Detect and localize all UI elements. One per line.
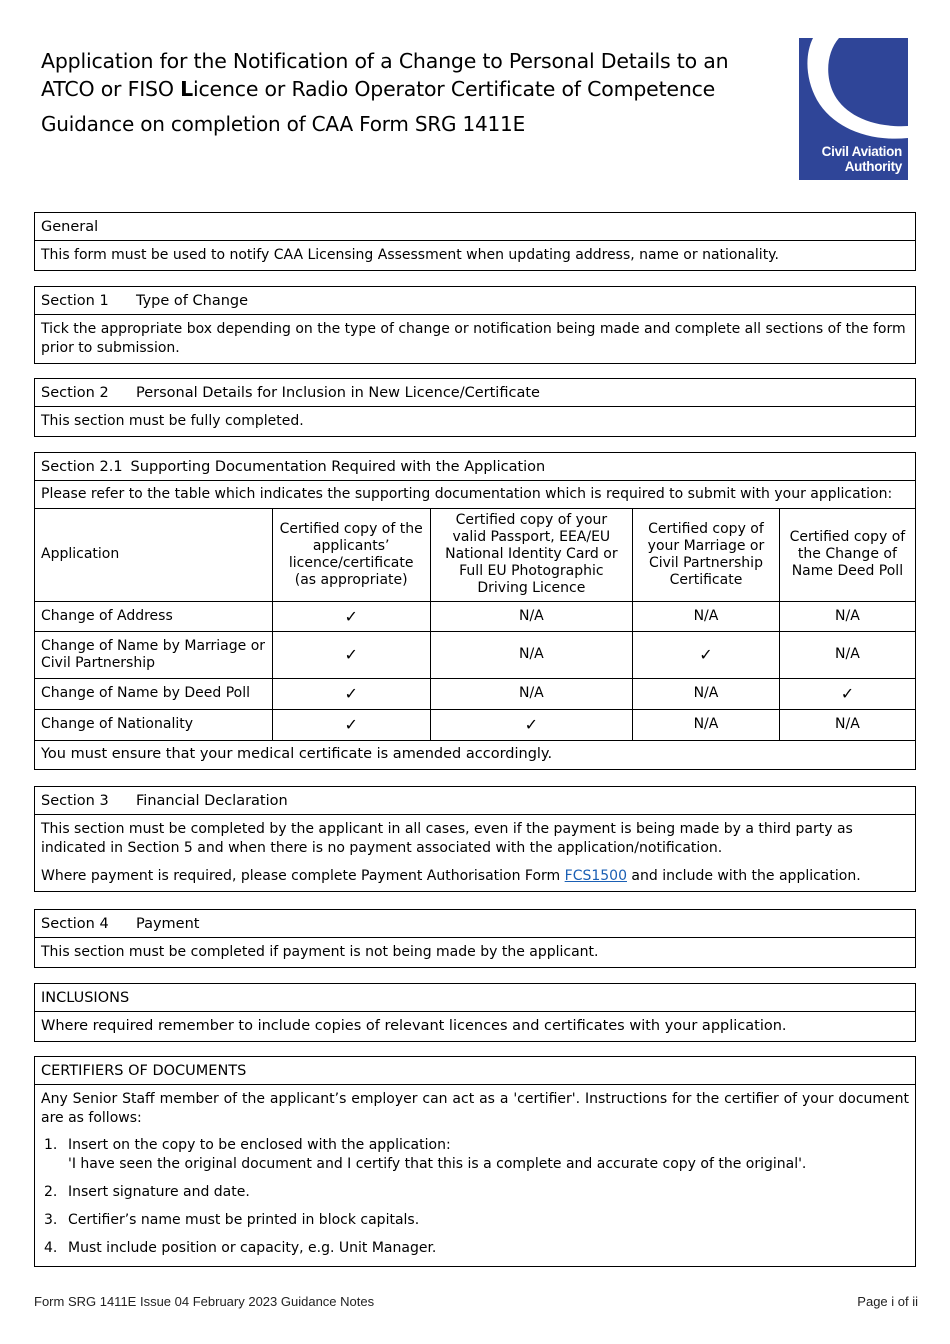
requirement-cell: N/A — [779, 709, 915, 740]
section-1-body: Tick the appropriate box depending on the type of change or notification being made and complete all sections of the form prior to submission. — [41, 321, 906, 356]
column-header: Certified copy of your Marriage or Civil Partnership Certificate — [633, 509, 780, 601]
title-line-2-pre: ATCO or FISO — [41, 77, 181, 101]
inclusions-heading: INCLUSIONS — [35, 984, 915, 1012]
title-line-2-post: icence or Radio Operator Certificate of Competence — [192, 77, 716, 101]
table-row — [35, 631, 915, 678]
section-3-body — [35, 815, 915, 891]
column-header: Certified copy of the Change of Name Deed Poll — [779, 509, 915, 601]
inclusions-section — [34, 983, 916, 1042]
section-title: Personal Details for Inclusion in New Licence/Certificate — [136, 385, 540, 401]
section-2 — [34, 378, 916, 437]
table-row — [35, 601, 915, 631]
step-text: Must include position or capacity, e.g. Unit Manager. — [68, 1240, 437, 1256]
payment-instructions — [41, 867, 909, 886]
section-1 — [34, 286, 916, 364]
step-text: Certifier’s name must be printed in block capitals. — [68, 1212, 420, 1228]
certifiers-heading: CERTIFIERS OF DOCUMENTS — [35, 1057, 915, 1085]
title-line-2-bold: L — [180, 77, 193, 101]
step-number: 4. — [44, 1240, 58, 1256]
logo-line-1: Civil Aviation — [821, 144, 902, 159]
column-header: Application — [35, 509, 272, 601]
certifiers-body — [35, 1085, 915, 1266]
step-line: 'I have seen the original document and I certify that this is a complete and accurate copy of the original'. — [68, 1156, 807, 1172]
requirement-cell: ✓ — [272, 678, 430, 709]
requirement-cell: ✓ — [779, 678, 915, 709]
column-header: Certified copy of the applicants’ licence/certificate (as appropriate) — [272, 509, 430, 601]
section-number: Section 1 — [41, 293, 109, 309]
fcs1500-link[interactable]: FCS1500 — [564, 868, 627, 884]
requirement-cell: ✓ — [430, 709, 632, 740]
requirement-cell: N/A — [633, 709, 780, 740]
application-cell: Change of Name by Marriage or Civil Partnership — [35, 631, 272, 678]
general-heading: General — [35, 213, 915, 241]
section-3-heading — [35, 787, 915, 815]
requirement-cell: N/A — [430, 678, 632, 709]
section-title: Financial Declaration — [136, 793, 288, 809]
requirement-cell: ✓ — [272, 601, 430, 631]
section-2-1 — [34, 452, 916, 770]
requirement-cell: ✓ — [272, 709, 430, 740]
section-number: Section 4 — [41, 916, 109, 932]
list-item — [41, 1239, 909, 1258]
section-number: Section 2.1 — [41, 459, 123, 475]
step-text — [68, 1136, 806, 1174]
section-4-heading — [35, 910, 915, 938]
column-header: Certified copy of your valid Passport, EEA/EU National Identity Card or Full EU Photographic Driving Licence — [430, 509, 632, 601]
document-title — [41, 47, 781, 103]
general-section — [34, 212, 916, 271]
section-number: Section 2 — [41, 385, 109, 401]
requirement-cell: N/A — [779, 601, 915, 631]
inclusions-body: Where required remember to include copies of relevant licences and certificates with your application. — [41, 1018, 787, 1034]
page-footer — [34, 1294, 918, 1309]
section-title: Payment — [136, 916, 200, 932]
section-2-heading — [35, 379, 915, 407]
list-item — [41, 1211, 909, 1230]
requirement-cell: N/A — [430, 631, 632, 678]
page-number: Page i of ii — [857, 1294, 918, 1309]
application-cell: Change of Name by Deed Poll — [35, 678, 272, 709]
section-2-1-intro: Please refer to the table which indicates the supporting documentation which is required to submit with your application: — [35, 481, 915, 509]
caa-logo — [799, 38, 908, 180]
table-row — [35, 709, 915, 740]
supporting-documents-table — [35, 509, 915, 769]
general-body: This form must be used to notify CAA Licensing Assessment when updating address, name or nationality. — [41, 247, 779, 263]
step-number: 3. — [44, 1212, 58, 1228]
document-header — [41, 47, 781, 138]
section-4 — [34, 909, 916, 968]
list-item — [41, 1136, 909, 1174]
certifiers-section — [34, 1056, 916, 1267]
section-2-1-heading — [35, 453, 915, 481]
logo-line-2: Authority — [844, 159, 902, 174]
list-item — [41, 1183, 909, 1202]
section-title: Supporting Documentation Required with the Application — [130, 459, 546, 475]
logo-wordmark — [822, 144, 902, 174]
certifier-steps-list — [41, 1136, 909, 1258]
document-subtitle: Guidance on completion of CAA Form SRG 1411E — [41, 112, 526, 136]
step-line: Insert on the copy to be enclosed with the application: — [68, 1137, 451, 1153]
section-3 — [34, 786, 916, 892]
requirement-cell: N/A — [633, 678, 780, 709]
section-1-heading — [35, 287, 915, 315]
application-cell: Change of Nationality — [35, 709, 272, 740]
financial-declaration-text: This section must be completed by the applicant in all cases, even if the payment is being made by a third party as indicated in Section 5 and when there is no payment associated with the application/notification. — [41, 821, 853, 856]
payment-text-pre: Where payment is required, please complete Payment Authorisation Form — [41, 868, 565, 884]
title-line-1: Application for the Notification of a Change to Personal Details to an — [41, 49, 729, 73]
table-note-row — [35, 740, 915, 769]
step-number: 1. — [44, 1137, 58, 1153]
step-number: 2. — [44, 1184, 58, 1200]
requirement-cell: ✓ — [633, 631, 780, 678]
step-text: Insert signature and date. — [68, 1184, 250, 1200]
table-header-row — [35, 509, 915, 601]
section-number: Section 3 — [41, 793, 109, 809]
requirement-cell: N/A — [779, 631, 915, 678]
form-reference: Form SRG 1411E Issue 04 February 2023 Guidance Notes — [34, 1294, 375, 1309]
section-title: Type of Change — [136, 293, 249, 309]
requirement-cell: N/A — [430, 601, 632, 631]
certifiers-intro: Any Senior Staff member of the applicant’s employer can act as a 'certifier'. Instructions for the certifier of your document are as follows: — [41, 1091, 909, 1126]
section-2-body: This section must be fully completed. — [41, 413, 304, 429]
requirement-cell: N/A — [633, 601, 780, 631]
payment-text-post: and include with the application. — [626, 868, 861, 884]
table-row — [35, 678, 915, 709]
application-cell: Change of Address — [35, 601, 272, 631]
medical-certificate-note: You must ensure that your medical certificate is amended accordingly. — [35, 740, 915, 769]
requirement-cell: ✓ — [272, 631, 430, 678]
section-4-body: This section must be completed if payment is not being made by the applicant. — [41, 944, 599, 960]
